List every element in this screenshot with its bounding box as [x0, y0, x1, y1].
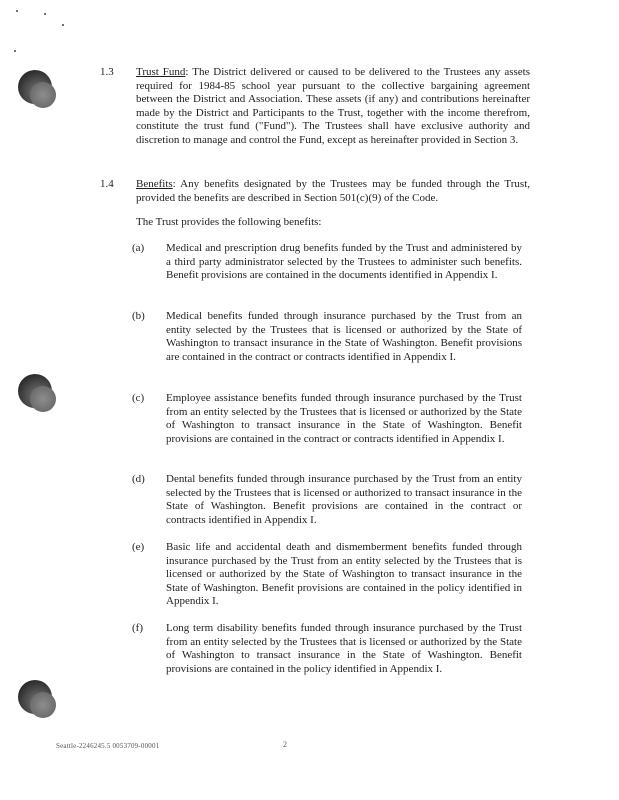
benefit-item-f	[132, 622, 522, 676]
item-letter: (a)	[132, 242, 145, 254]
section-text: : The District delivered or caused to be delivered to the Trustees any assets required for 1984-85 school year pursuant to the collective bargaining agreement between the District and Association. These assets (if any) and contributions hereinafter made by the District and Participants to the Trust, together with the income therefrom, constitute the trust fund ("Fund"). The Trustees shall have exclusive authority and discretion to manage and control the Fund, except as hereinafter provided in Section 3.	[136, 66, 531, 146]
item-letter: (c)	[132, 392, 145, 404]
section-text: : Any benefits designated by the Trustees may be funded through the Trust, provided the benefits are described in Section 501(c)(9) of the Code.	[136, 178, 530, 204]
punch-hole-middle	[18, 374, 52, 408]
item-text: Basic life and accidental death and dismemberment benefits funded through insurance purchased by the Trust from an entity selected by the Trustees that is licensed or authorized by the State of Washington to transact insurance in the State of Washington. Benefit provisions are contained in the policy identified in Appendix I.	[166, 541, 522, 608]
footer-document-id: Seattle-2246245.5 0053709-00001	[56, 742, 160, 750]
scan-speck	[16, 10, 18, 12]
section-title: Benefits	[136, 178, 173, 190]
item-letter: (d)	[132, 473, 145, 485]
punch-hole-top	[18, 70, 52, 104]
page-number: 2	[283, 740, 287, 749]
item-letter: (f)	[132, 622, 143, 634]
benefit-item-c	[132, 392, 522, 446]
benefit-item-a	[132, 242, 522, 283]
item-text: Dental benefits funded through insurance purchased by the Trust from an entity selected by the Trustees that is licensed or authorized to transact insurance in the State of Washington. Benefit provisions are contained in the contract or contracts identified in Appendix I.	[166, 473, 522, 526]
item-text: Long term disability benefits funded through insurance purchased by the Trust from an entity selected by the Trustees that is licensed or authorized by the State of Washington to transact insurance in the State of Washington. Benefit provisions are contained in the policy identified in Appendix I.	[166, 622, 522, 675]
item-text: Employee assistance benefits funded through insurance purchased by the Trust from an entity selected by the Trustees that is licensed or authorized by the State of Washington to transact insurance in the State of Washington. Benefit provisions are contained in the contract or contracts identified in Appendix I.	[166, 392, 522, 445]
item-text: Medical benefits funded through insurance purchased by the Trust from an entity selected by the Trustees that is licensed or authorized by the State of Washington to transact insurance in the State of Washington. Benefit provisions are contained in the contract or contracts identified in Appendix I.	[166, 310, 522, 363]
item-letter: (b)	[132, 310, 145, 322]
section-title: Trust Fund	[136, 66, 186, 78]
benefit-item-d	[132, 473, 522, 527]
punch-hole-bottom	[18, 680, 52, 714]
benefits-intro: The Trust provides the following benefits:	[136, 216, 322, 228]
scan-speck	[14, 50, 16, 52]
section-number: 1.3	[100, 66, 114, 78]
item-text: Medical and prescription drug benefits funded by the Trust and administered by a third party administrator selected by the Trustees to administer such benefits. Benefit provisions are contained in the documents identified in Appendix I.	[166, 242, 522, 282]
scan-speck	[62, 24, 64, 26]
benefit-item-b	[132, 310, 522, 364]
section-number: 1.4	[100, 178, 114, 190]
section-1-3	[100, 66, 530, 148]
scan-speck	[44, 13, 46, 15]
section-1-4	[100, 178, 530, 205]
item-letter: (e)	[132, 541, 145, 553]
benefit-item-e	[132, 541, 522, 609]
